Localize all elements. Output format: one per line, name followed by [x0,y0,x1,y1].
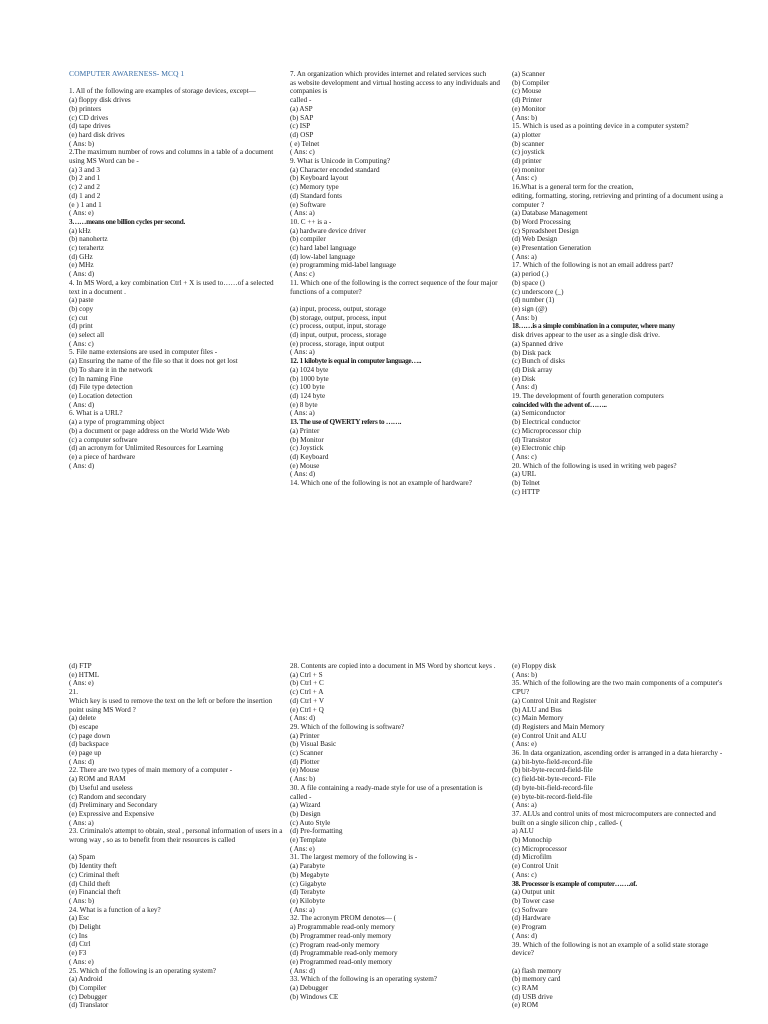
answer-option: (c) Scanner [290,749,323,758]
answer-option: (b) Visual Basic [290,740,337,749]
answer-option: (c) Program read-only memory [290,940,380,949]
answer-option: (d) Pre-formatting [290,827,343,836]
answer-option: (e) Electronic chip [512,444,566,453]
answer-option: (c) Criminal theft [69,870,120,879]
answer-option: (e) Financial theft [69,888,121,897]
answer-option: (c) joystick [512,148,545,157]
answer-option: (e) Software [290,200,326,209]
answer-option: (a) Spanned drive [512,339,564,348]
answer-option: (b) Telnet [512,479,540,488]
answer-option: (d) Web Design [512,235,558,244]
question-text: 24. What is a function of a key? [69,905,161,914]
answer-key: ( Ans: e) [512,740,537,749]
question-text: 14. Which one of the following is not an example of hardware? [290,479,472,488]
answer-option: (e) Monitor [512,104,546,113]
answer-key: ( Ans: b) [512,313,538,322]
answer-key: ( Ans: b) [512,670,538,679]
question-text: 19. The development of fourth generation computers [512,392,664,401]
answer-option: (c) Auto Style [290,818,331,827]
answer-option: (c) Ins [69,931,88,940]
answer-option: (b) Monitor [290,435,324,444]
answer-option: (a) bit-byte-field-record-file [512,757,593,766]
page1-column-1 [69,70,284,470]
answer-option: (d) Keyboard [290,452,329,461]
answer-option: (c) page down [69,731,111,740]
question-text: 33. Which of the following is an operating system? [290,975,437,984]
answer-option: (b) 2 and 1 [69,174,101,183]
answer-option: (b) Monochip [512,836,552,845]
answer-option: (b) Keyboard layout [290,174,349,183]
question-text: 22. There are two types of main memory of a computer - [69,766,233,775]
text-line [512,958,727,967]
question-text: 32. The acronym PROM denotes— ( [290,914,397,923]
answer-option: (e) Programmed read-only memory [290,957,392,966]
answer-option: (c) underscore (_) [512,287,564,296]
answer-option: (e) Presentation Generation [512,244,592,253]
answer-option: (e) page up [69,749,102,758]
answer-option: (c) a computer software [69,435,138,444]
answer-option: (d) GHz [69,252,93,261]
answer-option: (a) Semiconductor [512,409,566,418]
answer-option: (a) Spam [69,853,96,862]
answer-option: (a) Wizard [290,801,321,810]
text-line: Which key is used to remove the text on the left or before the insertion point using MS Word ? [69,696,273,714]
answer-option: (d) Translator [69,1001,109,1010]
answer-key: ( Ans: b) [290,775,316,784]
question-text: 13. The use of QWERTY refers to ……. [290,418,402,427]
answer-option: (e) Mouse [290,766,320,775]
answer-option: (c) Random and secondary [69,792,147,801]
question-text: 5. File name extensions are used in computer files - [69,348,218,357]
answer-option: (a) Control Unit and Register [512,696,597,705]
answer-key: ( Ans: d) [290,966,316,975]
answer-option: (e) Floppy disk [512,662,556,670]
answer-option: (e) Location detection [69,392,133,400]
answer-option: (b) Megabyte [290,870,329,879]
answer-option: (c) Debugger [69,992,108,1001]
answer-option: (c) Microprocessor chip [512,426,582,435]
answer-option: (b) SAP [290,113,314,122]
answer-option: (a) 1024 byte [290,365,329,374]
answer-option: (c) HTTP [512,487,540,496]
answer-key: ( Ans: a) [69,818,94,827]
answer-option: (b) space () [512,278,545,287]
answer-option: (d) Ctrl [69,940,91,949]
answer-option: (e) HTML [69,670,100,679]
answer-option: (d) Hardware [512,914,551,923]
answer-option: (e) a piece of hardware [69,452,136,461]
answer-key: ( Ans: a) [290,905,315,914]
answer-option: (b) Word Processing [512,217,571,226]
answer-option: (d) OSP [290,130,314,139]
answer-option: (d) Printer [512,96,542,105]
answer-option: (c) Ctrl + A [290,688,324,697]
answer-option: (a) flash memory [512,966,562,975]
answer-option: (d) File type detection [69,383,133,392]
answer-key: ( Ans: c) [290,148,315,157]
answer-option: (d) 124 byte [290,392,326,400]
question-text: 30. A file containing a ready-made style for use of a presentation is [290,783,483,792]
answer-option: (b) Compiler [69,984,107,992]
answer-option: (a) Scanner [512,70,545,78]
answer-option: (d) printer [512,157,542,166]
text-line: as website development and virtual hosting access to any individuals and companies is [290,78,500,96]
question-text: 21. [69,688,78,697]
answer-option: (a) plotter [512,130,541,139]
question-text: 25. Which of the following is an operating system? [69,966,216,975]
answer-option: (e) process, storage, input output [290,339,385,348]
answer-option: (d) Preliminary and Secondary [69,801,158,810]
answer-key: ( Ans: c) [512,174,537,183]
answer-option: (d) FTP [69,662,92,670]
question-text: 23. Criminalo's attempt to obtain, steal , personal information of users in a wrong way , so as to benefit from their resources is called [69,827,283,845]
answer-option: (a) Ensuring the name of the file so that it does not get lost [69,357,238,366]
answer-option: (c) CD drives [69,113,109,122]
question-text: 4. In MS Word, a key combination Ctrl + X is used to……of a selected text in a document . [69,278,274,296]
text-line: editing, formatting, storing, retrieving and printing of a document using a computer ? [512,191,723,209]
answer-key: ( Ans: b) [69,139,95,148]
answer-option: (b) bit-byte-record-field-file [512,766,593,775]
text-line: disk drives appear to the user as a single disk drive. [512,331,660,340]
answer-option: (c) In naming Fine [69,374,123,383]
answer-option: (e) sign (@) [512,304,547,313]
answer-option: (a) Esc [69,914,90,923]
answer-option: (d) 1 and 2 [69,191,101,200]
text-line: called - [290,96,312,105]
answer-option: (e) 8 byte [290,400,318,409]
answer-option: (b) Tower case [512,896,555,905]
document-title: COMPUTER AWARENESS- MCQ 1 [69,69,185,78]
answer-key: ( Ans: c) [512,870,537,879]
answer-option: (d) number (1) [512,296,555,305]
answer-option: (a) ASP [290,104,313,113]
question-text: 39. Which of the following is not an example of a solid state storage device? [512,940,709,958]
answer-option: (d) Plotter [290,757,320,766]
answer-option: (a) hardware device driver [290,226,367,235]
answer-option: (d) tape drives [69,122,111,131]
answer-option: (a) ROM and RAM [69,775,126,784]
answer-option: (a) Ctrl + S [290,670,323,679]
text-line [290,296,505,305]
question-text: 1. All of the following are examples of storage devices, except— [69,87,256,96]
answer-option: (d) Terabyte [290,888,326,897]
text-line: called - [290,792,312,801]
answer-key: ( Ans: e) [69,679,94,688]
answer-option: (a) Printer [290,731,320,740]
question-text: 2.The maximum number of rows and columns in a table of a document using MS Word can be - [69,148,274,166]
answer-option: (b) scanner [512,139,545,148]
answer-option: (c) ISP [290,122,311,131]
answer-option: (b) copy [69,304,94,313]
answer-option: (c) Memory type [290,183,339,192]
answer-option: a) ALU [512,827,534,836]
question-text: 6. What is a URL? [69,409,123,418]
answer-option: (b) Design [290,809,321,818]
question-text: 7. An organization which provides internet and related services such [290,70,487,78]
answer-key: ( Ans: d) [512,383,538,392]
question-text: 17. Which of the following is not an email address part? [512,261,674,270]
text-line [69,79,284,88]
question-text: 18……is a simple combination in a computer, where many [512,322,675,331]
answer-key: ( Ans: e) [290,844,315,853]
answer-option: ( e) Telnet [290,139,320,148]
answer-option: (e) Control Unit [512,862,559,871]
question-text: 12. 1 kilobyte is equal in computer language….. [290,357,422,366]
answer-option: (b) Delight [69,923,101,932]
answer-option: (d) Programmable read-only memory [290,949,398,958]
answer-option: (a) Database Management [512,209,588,218]
answer-option: (c) 2 and 2 [69,183,100,192]
answer-option: (e) Disk [512,374,536,383]
answer-key: ( Ans: d) [290,714,316,723]
answer-option: (b) memory card [512,975,561,984]
question-text: 36. In data organization, ascending order is arranged in a data hierarchy - [512,749,723,758]
answer-option: (b) compiler [290,235,326,244]
answer-option: (e) programming mid-label language [290,261,396,270]
answer-option: (b) escape [69,722,99,731]
answer-option: (c) cut [69,313,88,322]
answer-option: (d) USB drive [512,992,553,1001]
page2-column-1 [69,662,284,1010]
answer-option: (e) ROM [512,1001,539,1010]
answer-option: (b) Identity theft [69,862,117,871]
answer-option: (b) storage, output, process, input [290,313,387,322]
answer-option: (c) terahertz [69,244,104,253]
answer-key: ( Ans: b) [69,896,95,905]
answer-option: (e) Control Unit and ALU [512,731,587,740]
page1-column-2 [290,70,505,488]
answer-option: (a) paste [69,296,94,305]
answer-option: (b) Programmer read-only memory [290,931,392,940]
question-text: 31. The largest memory of the following is - [290,853,418,862]
answer-option: (c) Spreadsheet Design [512,226,579,235]
answer-option: (b) Useful and useless [69,783,133,792]
answer-option: (e) Ctrl + Q [290,705,324,714]
answer-option: (b) ALU and Bus [512,705,562,714]
text-line: coincided with the advent of…….. [512,400,607,409]
answer-key: ( Ans: c) [290,270,315,279]
answer-option: (d) input, output, process, storage [290,331,387,340]
answer-option: (e) Program [512,923,547,932]
answer-option: (e) F3 [69,949,87,958]
answer-option: (b) To share it in the network [69,365,153,374]
question-text: 10. C ++ is a - [290,217,332,226]
answer-option: (e ) 1 and 1 [69,200,102,209]
answer-option: (b) Ctrl + C [290,679,324,688]
answer-key: ( Ans: d) [512,931,538,940]
text-line [69,845,284,854]
question-text: 29. Which of the following is software? [290,722,405,731]
answer-option: (d) byte-bit-field-record-file [512,783,593,792]
question-text: 15. Which is used as a pointing device in a computer system? [512,122,689,131]
answer-option: (c) Bunch of disks [512,357,565,366]
answer-option: (a) period (.) [512,270,549,279]
answer-option: (a) floppy disk drives [69,96,131,105]
answer-key: ( Ans: a) [512,801,537,810]
answer-option: (b) 1000 byte [290,374,329,383]
answer-option: (a) URL [512,470,537,479]
answer-option: (d) Transistor [512,435,551,444]
answer-option: (a) Printer [290,426,320,435]
answer-option: (c) Gigabyte [290,879,327,888]
answer-option: (a) delete [69,714,96,723]
question-text: 3……means one billion cycles per second. [69,217,185,226]
answer-option: (d) backspace [69,740,109,749]
answer-key: ( Ans: d) [69,400,95,409]
answer-option: (d) Registers and Main Memory [512,722,605,731]
answer-key: ( Ans: c) [69,339,94,348]
answer-key: ( Ans: a) [512,252,537,261]
question-text: 11. Which one of the following is the correct sequence of the four major functions of a computer? [290,278,498,296]
answer-option: (a) Parabyte [290,862,325,871]
answer-option: (b) printers [69,104,102,113]
answer-option: (b) Compiler [512,78,550,87]
answer-option: (e) Mouse [290,461,320,470]
answer-key: ( Ans: e) [69,209,94,218]
answer-option: (b) Windows CE [290,992,339,1001]
answer-option: (a) Android [69,975,103,984]
answer-option: (a) input, process, output, storage [290,304,387,313]
answer-option: (c) process, output, input, storage [290,322,387,331]
answer-option: (a) Character encoded standard [290,165,380,174]
answer-option: (a) Output unit [512,888,555,897]
answer-option: (d) Disk array [512,365,553,374]
answer-option: (c) Mouse [512,87,542,96]
answer-option: (c) RAM [512,984,539,992]
question-text: 20. Which of the following is used in writing web pages? [512,461,677,470]
answer-option: (b) Disk pack [512,348,552,357]
answer-key: ( Ans: e) [69,957,94,966]
answer-option: (c) Joystick [290,444,324,453]
answer-option: (e) Kilobyte [290,896,325,905]
answer-option: (d) Microfilm [512,853,552,862]
answer-option: (c) Microprocessor [512,844,567,853]
answer-option: (b) nanohertz [69,235,108,244]
question-text: 9. What is Unicode in Computing? [290,157,391,166]
answer-option: (d) low-label language [290,252,356,261]
answer-option: (d) print [69,322,93,331]
question-text: 38. Processor is example of computer…….of. [512,879,637,888]
page2-column-2 [290,662,505,1001]
question-text: 35. Which of the following are the two main components of a computer's CPU? [512,679,723,697]
answer-option: (b) Electrical conductor [512,418,581,427]
page2-column-3 [512,662,727,1010]
answer-key: ( Ans: a) [290,209,315,218]
answer-option: (d) Child theft [69,879,111,888]
answer-option: (e) MHz [69,261,94,270]
answer-option: (c) field-bit-byte-record- File [512,775,596,784]
question-text: 16.What is a general term for the creation, [512,183,634,192]
answer-option: (c) Main Memory [512,714,564,723]
answer-key: ( Ans: d) [69,757,95,766]
answer-option: (d) an acronym for Unlimited Resources for Learning [69,444,224,453]
answer-key: ( Ans: a) [290,409,315,418]
answer-key: ( Ans: a) [290,348,315,357]
question-text: 37. ALUs and control units of most microcomputers are connected and built on a single silicon chip , called- ( [512,809,716,827]
answer-option: (e) byte-bit-record-field-file [512,792,593,801]
answer-option: (b) a document or page address on the World Wide Web [69,426,230,435]
answer-option: (a) 3 and 3 [69,165,100,174]
answer-option: (a) a type of programming object [69,418,165,427]
answer-option: (c) Software [512,905,548,914]
answer-key: ( Ans: d) [69,270,95,279]
answer-option: (e) monitor [512,165,545,174]
answer-option: (c) 100 byte [290,383,325,392]
page1-column-3 [512,70,727,496]
answer-option: (e) Expressive and Expensive [69,809,155,818]
answer-key: ( Ans: c) [512,452,537,461]
answer-key: ( Ans: d) [69,461,95,470]
answer-option: (e) select all [69,331,105,340]
answer-option: (d) Ctrl + V [290,696,325,705]
answer-option: a) Programmable read-only memory [290,923,395,932]
answer-option: (e) Template [290,836,327,845]
answer-option: (c) hard label language [290,244,357,253]
answer-option: (e) hard disk drives [69,130,125,139]
answer-option: (d) Standard fonts [290,191,342,200]
answer-option: (a) kHz [69,226,91,235]
answer-key: ( Ans: b) [512,113,538,122]
answer-option: (a) Debugger [290,984,329,993]
question-text: 28. Contents are copied into a document in MS Word by shortcut keys . [290,662,496,670]
answer-key: ( Ans: d) [290,470,316,479]
